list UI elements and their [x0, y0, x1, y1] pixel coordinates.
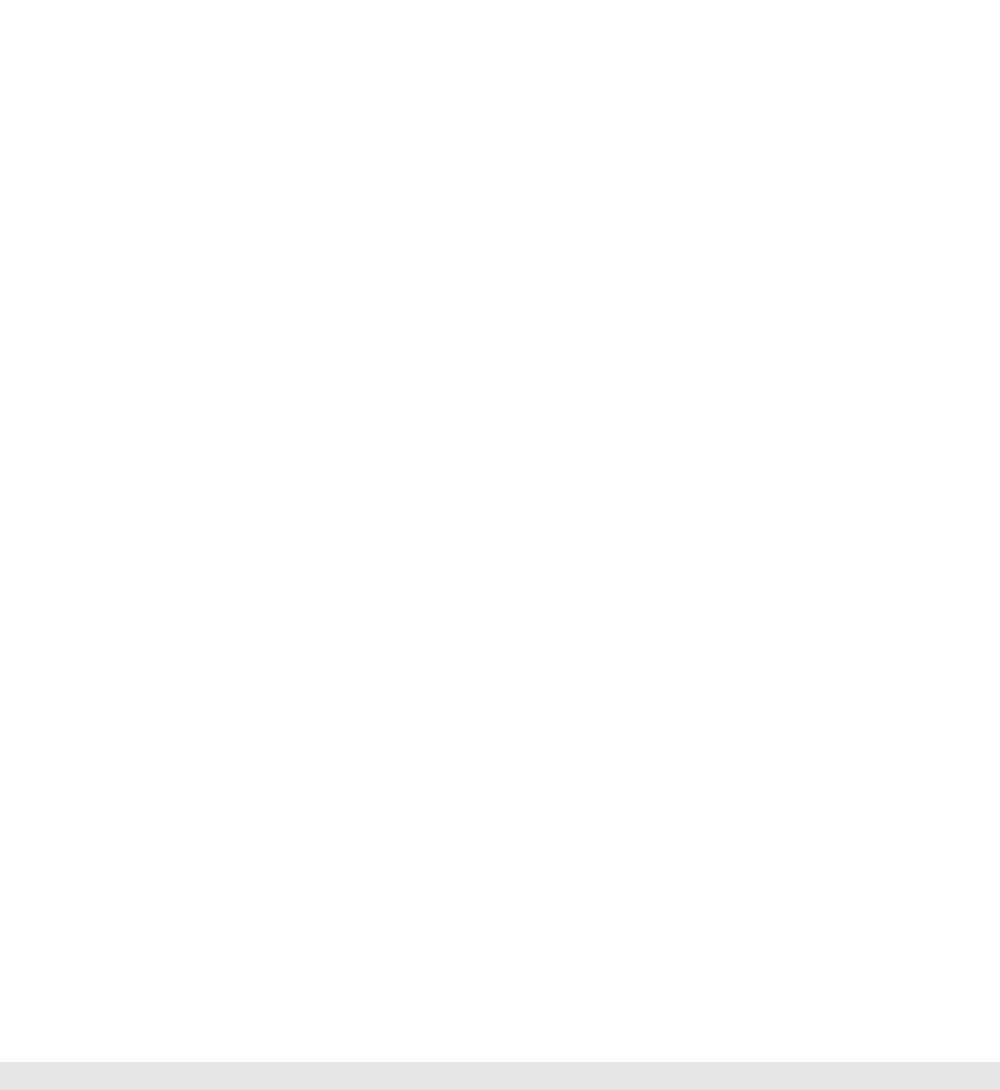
page-bottom-bar [0, 1062, 1000, 1090]
